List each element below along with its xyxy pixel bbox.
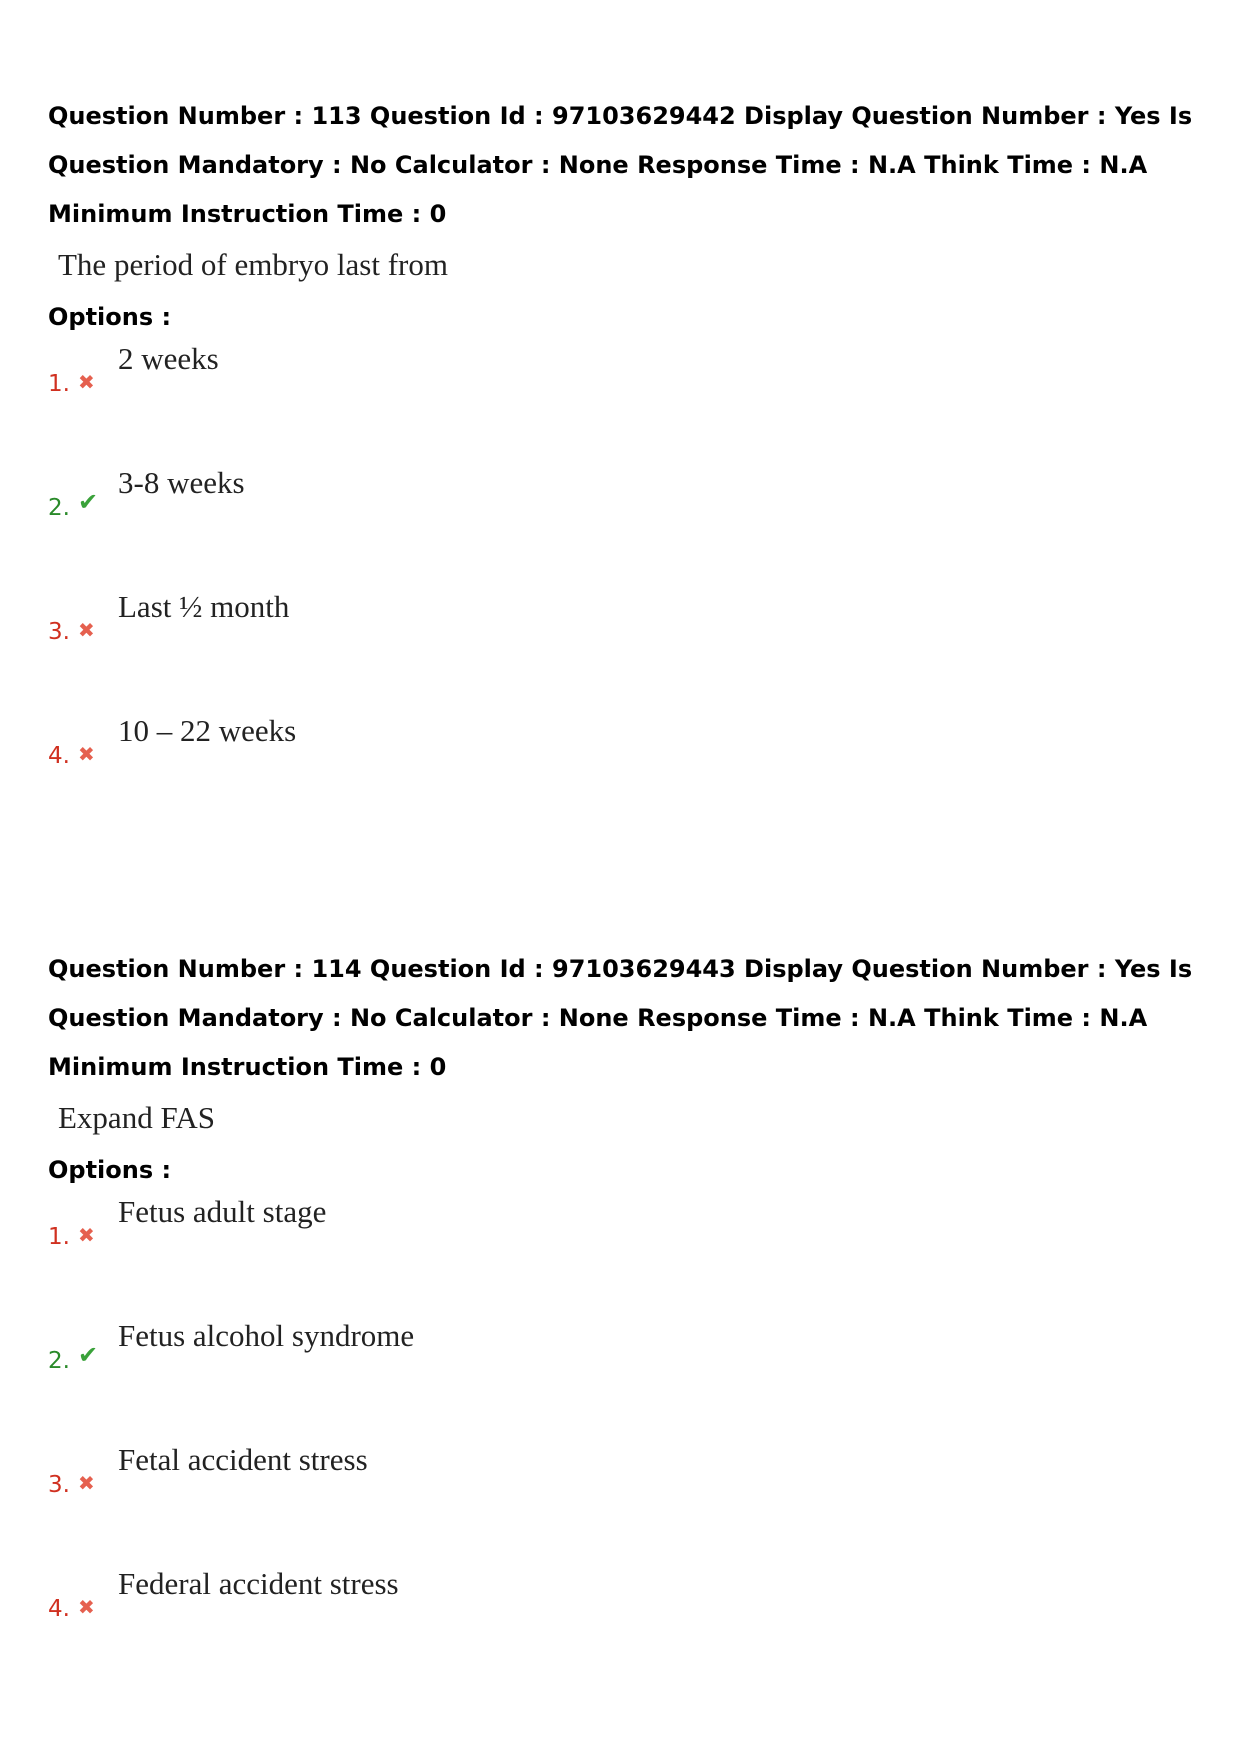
- cross-icon: ✖: [78, 370, 95, 394]
- question-stem: The period of embryo last from: [58, 247, 448, 282]
- cross-icon: ✖: [78, 1223, 95, 1247]
- option-number: 2.: [48, 1348, 70, 1374]
- options-label: Options :: [48, 1156, 172, 1184]
- option-number: 4.: [48, 1596, 70, 1622]
- option-text: Federal accident stress: [118, 1566, 399, 1601]
- option-text: Fetus adult stage: [118, 1194, 327, 1229]
- option-number: 1.: [48, 371, 70, 397]
- cross-icon: ✖: [78, 1595, 95, 1619]
- cross-icon: ✖: [78, 1471, 95, 1495]
- option-item: [48, 1314, 1208, 1438]
- option-item: [48, 709, 1208, 833]
- option-text: Fetal accident stress: [118, 1442, 368, 1477]
- option-number: 3.: [48, 1472, 70, 1498]
- option-item: [48, 461, 1208, 585]
- option-text: Fetus alcohol syndrome: [118, 1318, 415, 1353]
- option-text: 10 – 22 weeks: [118, 713, 297, 748]
- question-meta: Question Number : 113 Question Id : 97103629442 Display Question Number : Yes Is Question Mandatory : No Calculator : None Response Time : N.A Think Time : N.A Minimum Instruction Time : 0: [48, 102, 1193, 228]
- question-block: [48, 92, 1208, 833]
- cross-icon: ✖: [78, 742, 95, 766]
- question-meta: Question Number : 114 Question Id : 97103629443 Display Question Number : Yes Is Question Mandatory : No Calculator : None Response Time : N.A Think Time : N.A Minimum Instruction Time : 0: [48, 955, 1193, 1081]
- option-item: [48, 1190, 1208, 1314]
- question-block: [48, 945, 1208, 1686]
- option-text: 3-8 weeks: [118, 465, 245, 500]
- options-label: Options :: [48, 303, 172, 331]
- check-icon: ✔: [78, 1341, 99, 1369]
- option-item: [48, 337, 1208, 461]
- option-item: [48, 1438, 1208, 1562]
- option-text: 2 weeks: [118, 341, 219, 376]
- option-number: 4.: [48, 743, 70, 769]
- option-number: 1.: [48, 1224, 70, 1250]
- option-number: 2.: [48, 495, 70, 521]
- option-number: 3.: [48, 619, 70, 645]
- option-item: [48, 1562, 1208, 1686]
- option-text: Last ½ month: [118, 589, 290, 624]
- option-item: [48, 585, 1208, 709]
- cross-icon: ✖: [78, 618, 95, 642]
- question-stem: Expand FAS: [58, 1100, 216, 1135]
- check-icon: ✔: [78, 488, 99, 516]
